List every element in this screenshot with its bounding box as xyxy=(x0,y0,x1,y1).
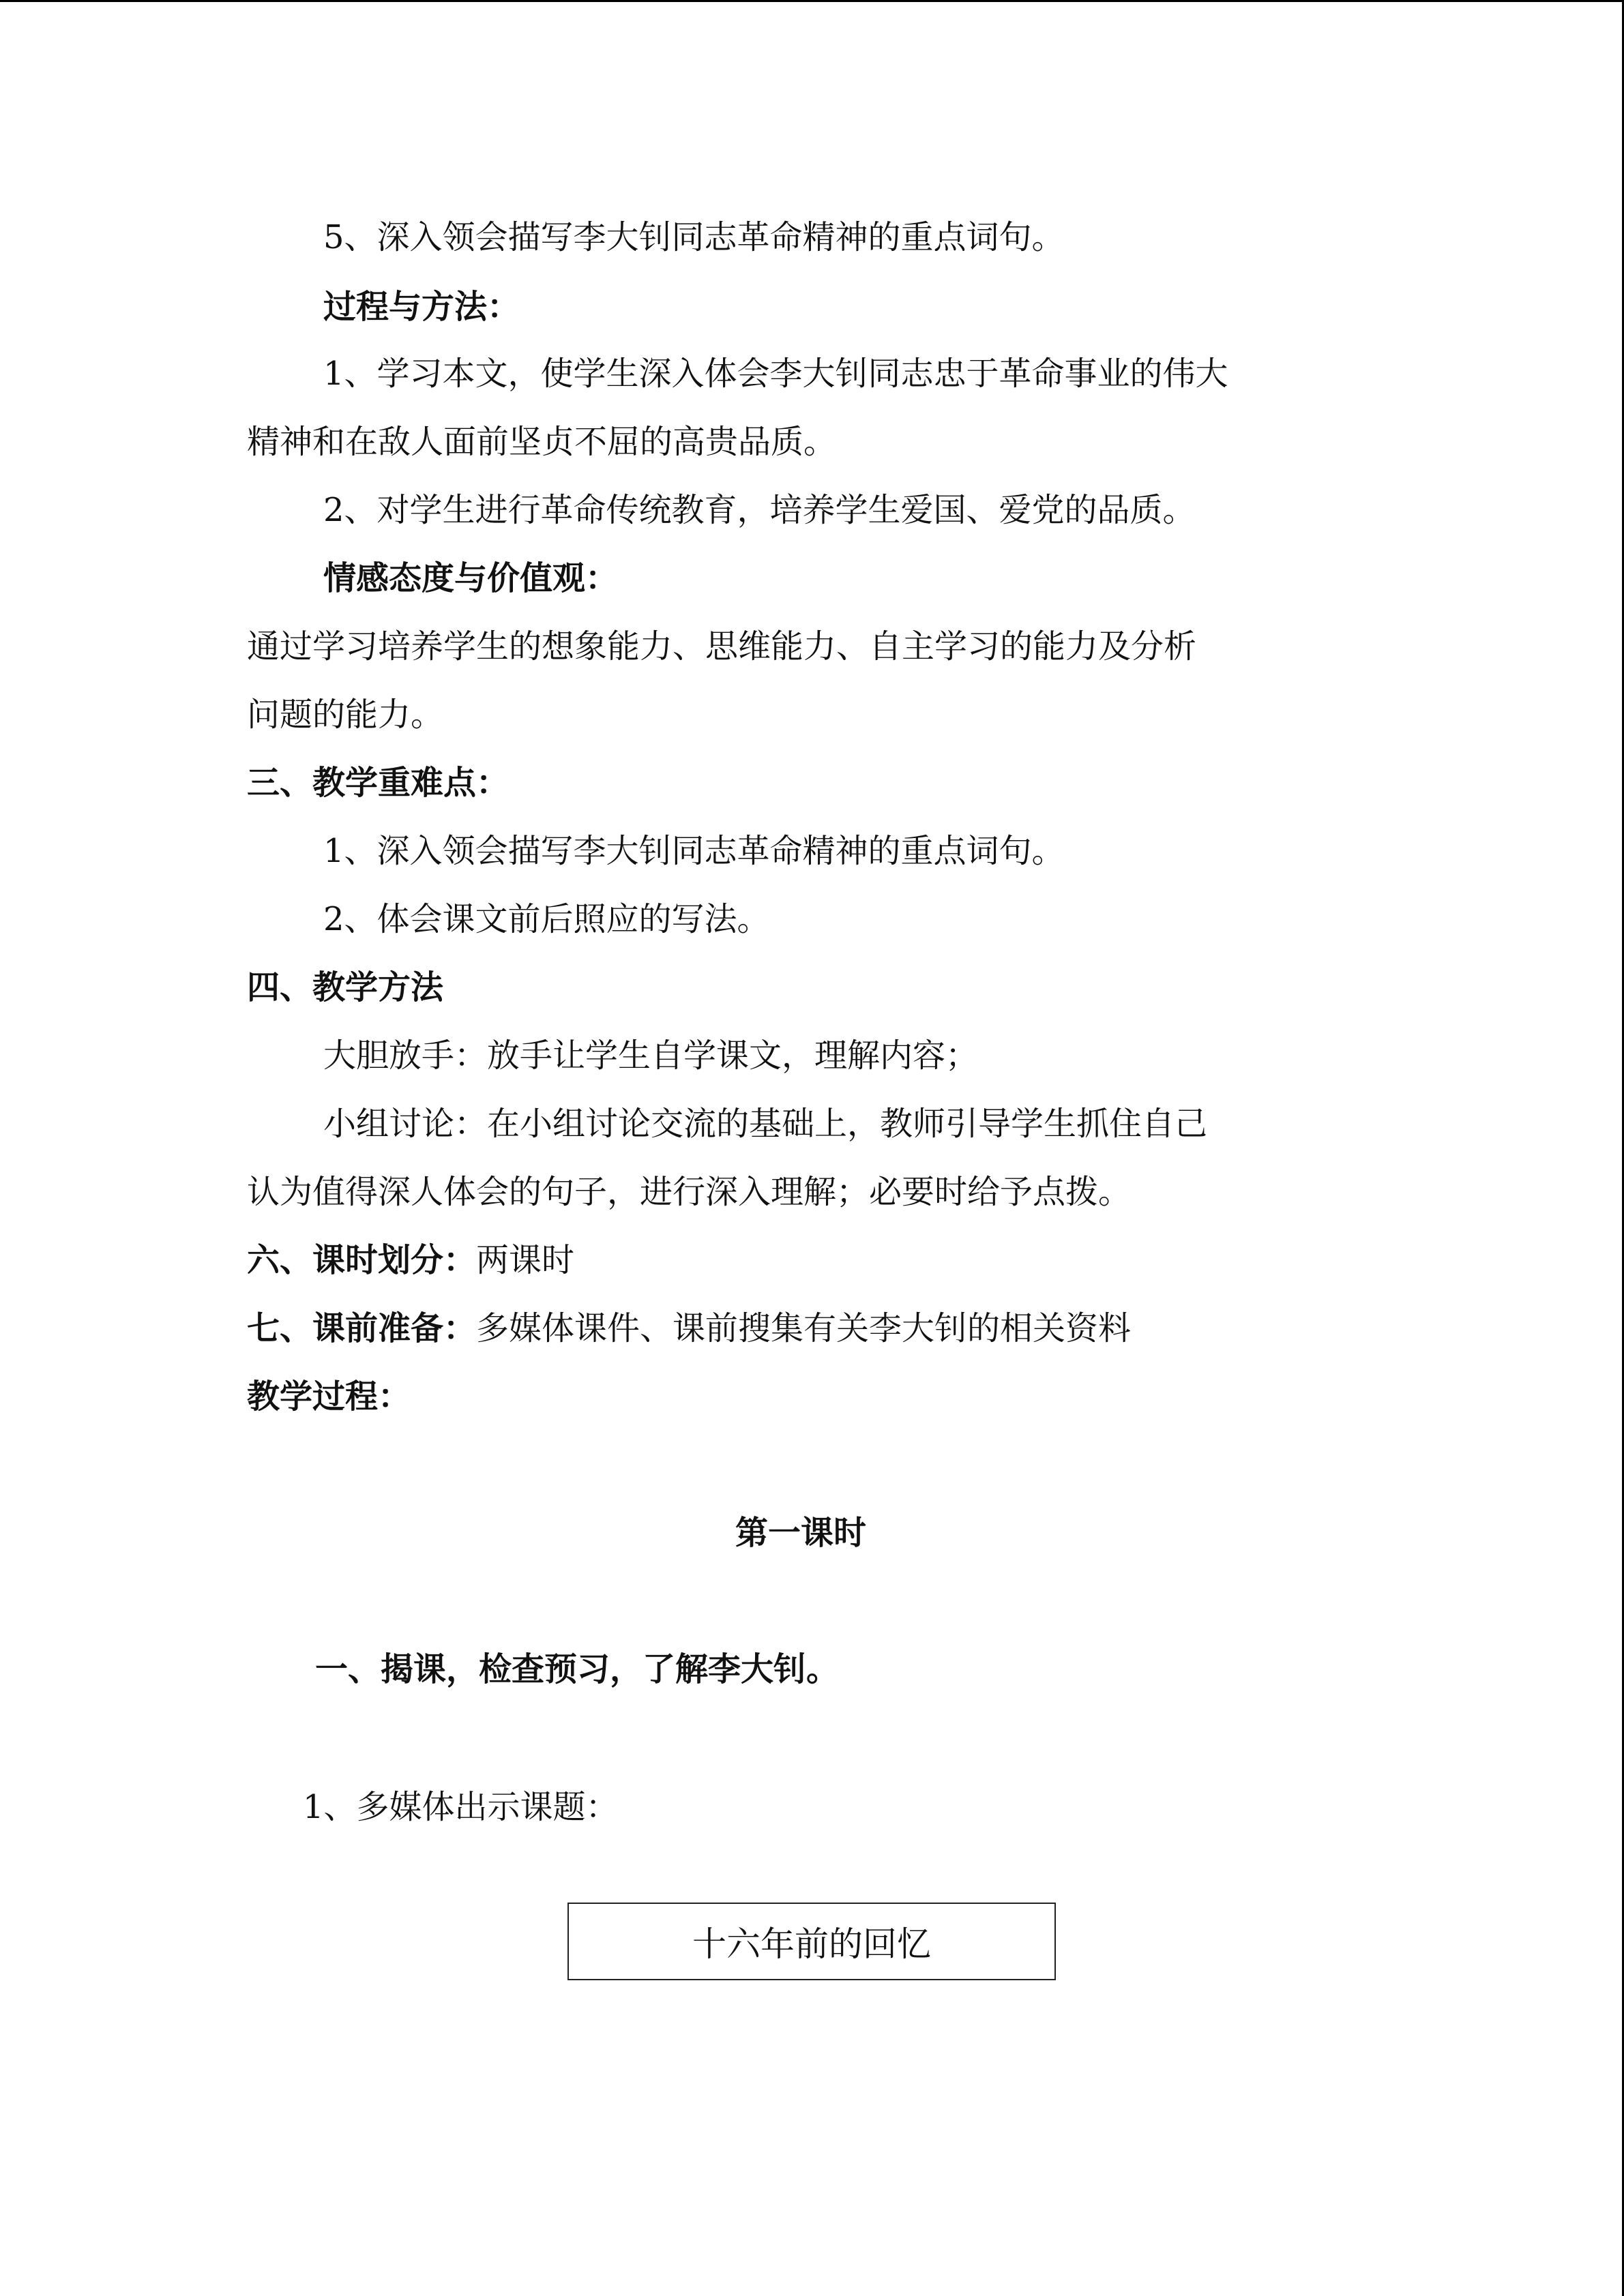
emotion-values-heading: 情感态度与价值观： xyxy=(323,559,619,597)
schedule-label: 六、课时划分： xyxy=(247,1241,477,1279)
lesson-1-step-1-item-1: 1、多媒体出示课题： xyxy=(303,1788,619,1826)
page-top-border xyxy=(0,0,1624,2)
teaching-methods-item-2-line-1: 小组讨论：在小组讨论交流的基础上，教师引导学生抓住自己 xyxy=(323,1105,1208,1143)
teaching-methods-item-1: 大胆放手：放手让学生自学课文，理解内容； xyxy=(323,1037,979,1075)
process-methods-item-1-line-1: 1、学习本文，使学生深入体会李大钊同志忠于革命事业的伟大 xyxy=(323,355,1228,393)
schedule-line xyxy=(247,1240,574,1281)
process-methods-item-2: 2、对学生进行革命传统教育，培养学生爱国、爱党的品质。 xyxy=(323,491,1196,529)
preparation-line xyxy=(247,1308,1131,1349)
key-difficulties-heading: 三、教学重难点： xyxy=(247,764,510,802)
preparation-value: 多媒体课件、课前搜集有关李大钊的相关资料 xyxy=(476,1309,1132,1347)
key-difficulties-item-2: 2、体会课文前后照应的写法。 xyxy=(323,900,770,938)
key-difficulties-item-1: 1、深入领会描写李大钊同志革命精神的重点词句。 xyxy=(323,832,1065,870)
emotion-values-line-2: 问题的能力。 xyxy=(247,696,444,734)
process-methods-item-1-line-2: 精神和在敌人面前坚贞不屈的高贵品质。 xyxy=(247,423,837,461)
preparation-label: 七、课前准备： xyxy=(247,1309,477,1347)
emotion-values-line-1: 通过学习培养学生的想象能力、思维能力、自主学习的能力及分析 xyxy=(247,627,1197,666)
lesson-title-box xyxy=(567,1903,1056,1980)
lesson-title-text: 十六年前的回忆 xyxy=(692,1924,931,1964)
teaching-methods-item-2-line-2: 认为值得深人体会的句子，进行深入理解；必要时给予点拨。 xyxy=(247,1173,1132,1211)
teaching-methods-heading: 四、教学方法 xyxy=(247,968,444,1007)
lesson-1-step-1-heading: 一、揭课，检查预习，了解李大钊。 xyxy=(315,1650,840,1688)
schedule-value: 两课时 xyxy=(476,1241,575,1279)
lesson-1-title: 第一课时 xyxy=(735,1514,867,1552)
objective-item-5: 5、深入领会描写李大钊同志革命精神的重点词句。 xyxy=(323,218,1065,256)
teaching-process-heading: 教学过程： xyxy=(247,1377,411,1416)
process-methods-heading: 过程与方法： xyxy=(323,288,520,326)
